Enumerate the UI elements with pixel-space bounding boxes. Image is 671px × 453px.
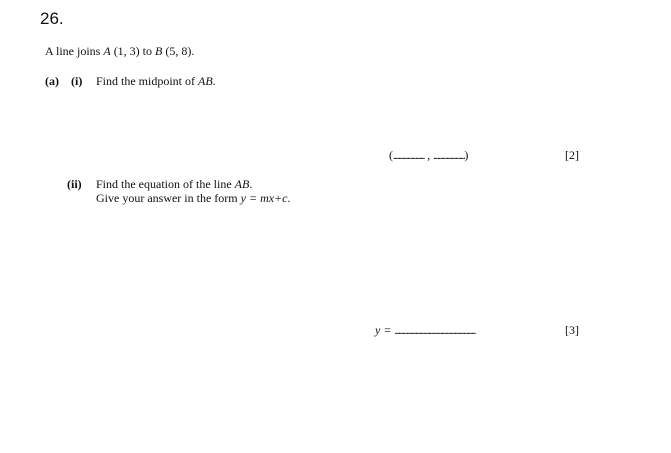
- question-number: 26.: [40, 9, 64, 28]
- part-a-label: (a): [45, 74, 59, 88]
- part-a-ii-line2: [96, 191, 290, 205]
- equation-answer-prefix: y =: [375, 323, 395, 337]
- part-a-ii-formula: y = mx+c: [240, 191, 288, 205]
- part-a-ii-line1-suffix: .: [249, 177, 253, 191]
- point-a-name: A: [103, 44, 111, 58]
- midpoint-answer-close: ): [464, 148, 469, 162]
- point-b-coords: (5, 8).: [162, 44, 195, 58]
- point-b-name: B: [155, 44, 163, 58]
- part-a-ii-line1-prefix: Find the equation of the line: [96, 177, 235, 191]
- question-intro: [45, 44, 194, 58]
- midpoint-answer-y-dots[interactable]: ........................: [433, 151, 465, 162]
- part-a-ii-marks: [3]: [565, 323, 579, 337]
- midpoint-answer-open: (: [389, 148, 393, 162]
- midpoint-answer-x-dots[interactable]: ........................: [393, 151, 425, 162]
- part-a-ii-label: (ii): [67, 177, 82, 191]
- part-a-i-text-suffix: .: [212, 74, 216, 88]
- intro-prefix: A line joins: [45, 44, 104, 58]
- part-a-ii-line1: [96, 177, 290, 191]
- part-a-i-question: [96, 74, 216, 88]
- part-a-ii-line2-prefix: Give your answer in the form: [96, 191, 241, 205]
- part-a-i-text-prefix: Find the midpoint of: [96, 74, 198, 88]
- midpoint-answer-line[interactable]: [389, 148, 468, 164]
- part-a-ii-line1-var: AB: [234, 177, 250, 191]
- midpoint-answer-comma: ,: [424, 148, 434, 162]
- equation-answer-dots[interactable]: ..............................................................: [394, 326, 476, 337]
- part-a-i-marks: [2]: [565, 148, 579, 162]
- part-a-i-label: (i): [71, 74, 83, 88]
- equation-answer-line[interactable]: [375, 323, 475, 339]
- part-a-ii-question: [96, 177, 290, 205]
- point-a-coords: (1, 3) to: [110, 44, 156, 58]
- part-a-i-text-var: AB: [198, 74, 213, 88]
- part-a-ii-line2-suffix: .: [287, 191, 291, 205]
